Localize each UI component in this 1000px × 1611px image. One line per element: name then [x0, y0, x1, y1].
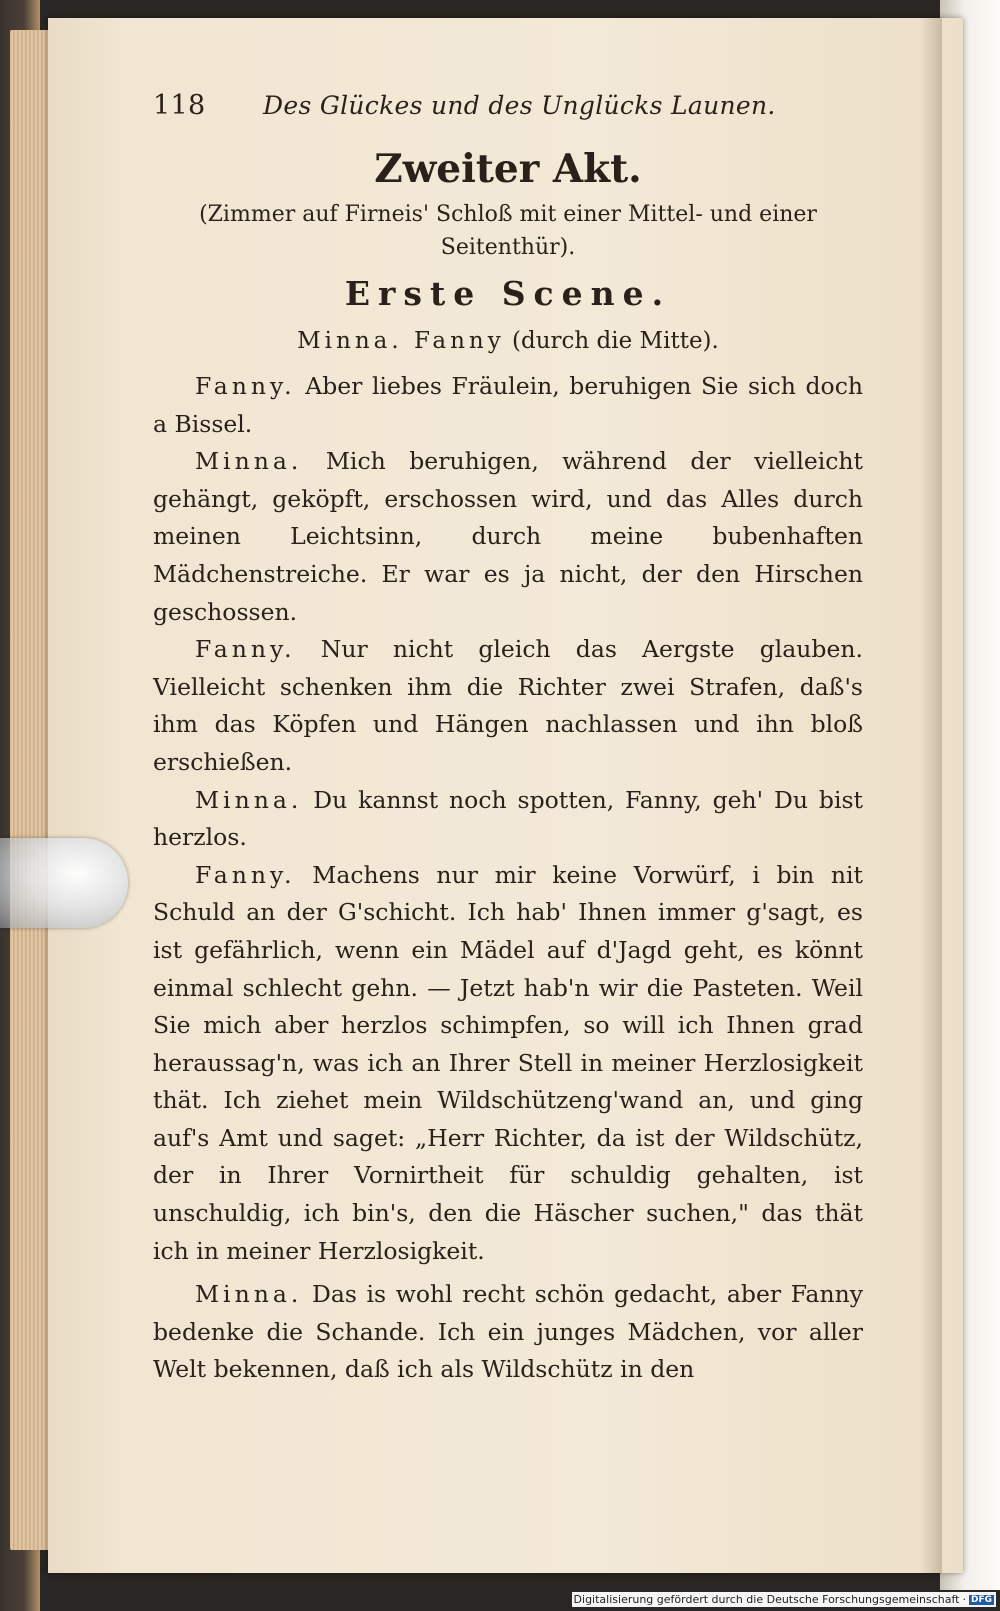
scene-title: Erste Scene. — [344, 274, 672, 313]
dialogue-text: Du kannst noch spotten, Fanny, geh' Du bist herzlos. — [153, 785, 863, 852]
credit-text: Digitalisierung gefördert durch die Deutsche Forschungsgemeinschaft — [573, 1593, 960, 1606]
dialogue-paragraph — [153, 782, 863, 857]
page-content — [153, 90, 863, 1389]
running-head — [153, 90, 863, 138]
speaker-name: Fanny. — [195, 635, 296, 664]
act-title: Zweiter Akt. — [374, 146, 642, 192]
page-gutter-shadow — [920, 18, 942, 1573]
dialogue-text: Aber liebes Fräulein, beruhigen Sie sich doch a Bissel. — [153, 372, 863, 438]
speaker-name: Minna. — [195, 1280, 303, 1309]
dialogue — [153, 368, 863, 1389]
scene-characters — [153, 328, 863, 364]
dialogue-text: Mich beruhigen, während der vielleicht gehängt, geköpft, erschossen wird, und das Alles durch meinen Leichtsinn, durch meine bubenhaften Mädchenstreiche. Er war es ja nicht, der den Hirschen geschossen. — [153, 447, 863, 626]
speaker-name: Minna. — [195, 447, 303, 476]
page-number: 118 — [153, 90, 206, 121]
running-title: Des Glückes und des Unglücks Launen. — [263, 91, 776, 120]
stage-setting: (Zimmer auf Firneis' Schloß mit einer Mittel- und einer Seitenthür). — [199, 202, 817, 260]
character-names: Minna. Fanny — [297, 328, 505, 354]
dialogue-paragraph — [153, 368, 863, 443]
speaker-name: Fanny. — [195, 372, 296, 400]
dialogue-text: Machens nur mir keine Vorwürf, i bin nit Schuld an der G'schicht. Ich hab' Ihnen immer g'sagt, es ist gefährlich, wenn ein Mädel auf d'Jagd geht, es könnt einmal schlecht gehn. — Jetzt hab'n wir die Pasteten. Weil Sie mich aber herzlos schimpfen, so will ich Ihnen grad heraussag'n, was ich an Ihrer Stell in meiner Herzlosigkeit thät. Ich ziehet mein Wildschützeng'wand an, und ging auf's Amt und saget: „Herr Richter, da ist der Wildschütz, der in Ihrer Vornirtheit für schuldig gehalten, ist unschuldig, ich bin's, den die Häscher suchen," das thät ich in meiner Herzlosigkeit. — [153, 860, 863, 1265]
speaker-name: Fanny. — [195, 860, 296, 889]
dfg-logo: DFG — [970, 1594, 992, 1605]
dialogue-text: Nur nicht gleich das Aergste glauben. Vielleicht schenken ihm die Richter zwei Strafen, daß's ihm das Köpfen und Hängen nachlassen und ihn bloß erschießen. — [153, 635, 863, 776]
stage-direction: (durch die Mitte). — [512, 328, 719, 354]
speaker-name: Minna. — [195, 785, 303, 814]
dialogue-paragraph — [153, 1276, 863, 1389]
page-clip — [0, 838, 128, 928]
dialogue-paragraph — [153, 857, 863, 1271]
digitization-credit: Digitalisierung gefördert durch die Deutsche Forschungsgemeinschaft · DFG — [572, 1592, 996, 1607]
dialogue-paragraph — [153, 631, 863, 781]
dialogue-text: Das is wohl recht schön gedacht, aber Fanny bedenke die Schande. Ich ein junges Mädchen, vor aller Welt bekennen, daß ich als Wildschütz in den — [153, 1280, 863, 1384]
dialogue-paragraph — [153, 443, 863, 631]
